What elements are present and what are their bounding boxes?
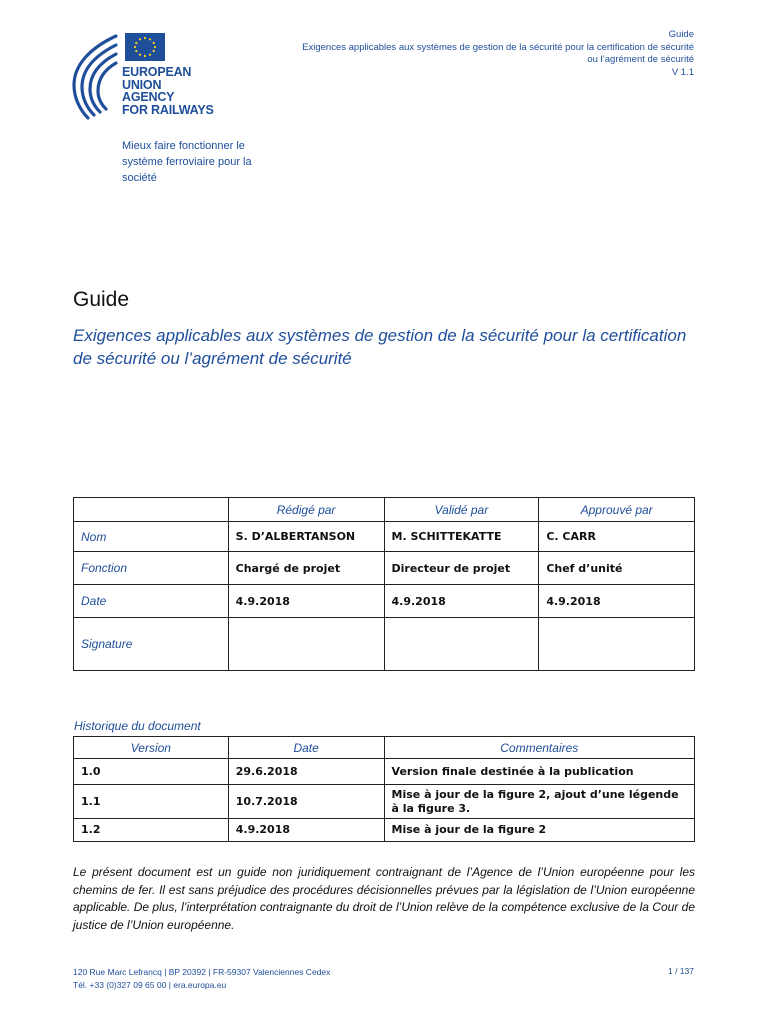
- table-cell: 4.9.2018: [384, 585, 539, 618]
- approval-header-validated-by: Validé par: [384, 498, 539, 522]
- row-label: Fonction: [74, 552, 229, 585]
- header-title-line2: ou l’agrément de sécurité: [587, 54, 694, 65]
- approval-header-approved-by: Approuvé par: [539, 498, 695, 522]
- history-version: 1.0: [74, 759, 229, 785]
- table-row: [74, 759, 695, 785]
- row-label: Nom: [74, 522, 229, 552]
- history-version: 1.1: [74, 785, 229, 819]
- logo-stripes: [74, 36, 116, 118]
- document-title: Exigences applicables aux systèmes de gestion de la sécurité pour la certification de sécurité ou l’agrément de sécurité: [73, 326, 687, 368]
- table-cell: M. SCHITTEKATTE: [384, 522, 539, 552]
- row-label: Signature: [74, 618, 229, 671]
- footer-contact: Tél. +33 (0)327 09 65 00 | era.europa.eu: [73, 980, 227, 990]
- history-label: Historique du document: [74, 719, 201, 733]
- approval-header-empty: [74, 498, 229, 522]
- history-date: 4.9.2018: [228, 819, 384, 842]
- approval-row-function: [74, 552, 695, 585]
- approval-header-row: [74, 498, 695, 522]
- history-header-row: [74, 737, 695, 759]
- history-date: 10.7.2018: [228, 785, 384, 819]
- approval-table: [73, 497, 695, 671]
- table-cell: 4.9.2018: [539, 585, 695, 618]
- header-version: V 1.1: [671, 66, 694, 78]
- approval-row-name: [74, 522, 695, 552]
- logo-line: FOR RAILWAYS: [122, 102, 214, 117]
- table-cell: Chef d’unité: [539, 552, 695, 585]
- table-row: [74, 819, 695, 842]
- history-comment: Mise à jour de la figure 2, ajout d’une légende à la figure 3.: [384, 785, 694, 819]
- history-comment: Mise à jour de la figure 2: [384, 819, 694, 842]
- footer-address: 120 Rue Marc Lefrancq | BP 20392 | FR-59307 Valenciennes Cedex: [73, 967, 331, 977]
- history-header-comments: Commentaires: [384, 737, 694, 759]
- signature-cell: [384, 618, 539, 671]
- document-type: Guide: [73, 288, 130, 311]
- logo-line: EUROPEAN: [122, 65, 192, 79]
- history-table: [73, 736, 695, 842]
- signature-cell: [539, 618, 695, 671]
- approval-row-signature: [74, 618, 695, 671]
- history-version: 1.2: [74, 819, 229, 842]
- approval-row-date: [74, 585, 695, 618]
- logo-tagline: Mieux faire fonctionner le système ferroviaire pour la société: [122, 140, 252, 184]
- table-cell: 4.9.2018: [228, 585, 384, 618]
- approval-header-written-by: Rédigé par: [228, 498, 384, 522]
- logo-line: AGENCY: [122, 90, 175, 104]
- history-header-date: Date: [228, 737, 384, 759]
- history-header-version: Version: [74, 737, 229, 759]
- history-date: 29.6.2018: [228, 759, 384, 785]
- table-cell: C. CARR: [539, 522, 695, 552]
- table-row: [74, 785, 695, 819]
- header-doc-type: Guide: [668, 29, 694, 40]
- footer: [73, 966, 330, 992]
- logo-wordmark: [122, 66, 214, 116]
- running-header: [302, 29, 694, 79]
- signature-cell: [228, 618, 384, 671]
- header-title-line1: Exigences applicables aux systèmes de gestion de la sécurité pour la certification de sécurité: [302, 41, 694, 53]
- table-cell: S. D’ALBERTANSON: [228, 522, 384, 552]
- table-cell: Chargé de projet: [228, 552, 384, 585]
- table-cell: Directeur de projet: [384, 552, 539, 585]
- page-number: 1 / 137: [668, 966, 694, 976]
- row-label: Date: [74, 585, 229, 618]
- logo-line: UNION: [122, 77, 162, 92]
- disclaimer-text: Le présent document est un guide non juridiquement contraignant de l’Agence de l’Union européenne pour les chemins de fer. Il est sans préjudice des procédures décisionnelles prévues par la législation de l’Union européenne applicable. De plus, l’interprétation contraignante du droit de l’Union relève de la compétence exclusive de la Cour de justice de l’Union européenne.: [73, 865, 695, 932]
- history-comment: Version finale destinée à la publication: [384, 759, 694, 785]
